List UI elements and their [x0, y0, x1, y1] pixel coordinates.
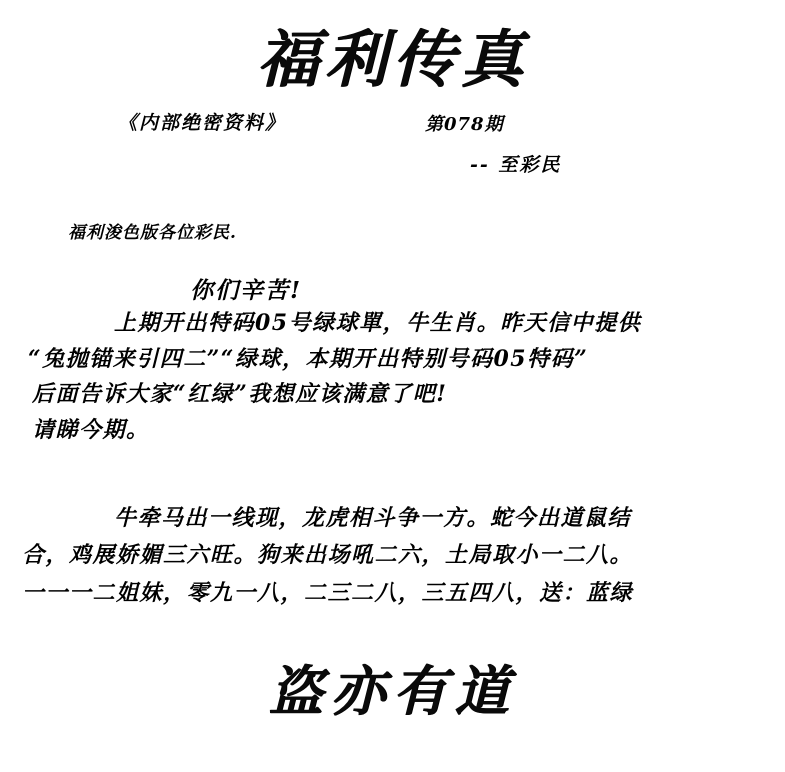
subheader-row	[0, 108, 785, 177]
review-line: “兔抛锚来引四二”“绿球，本期开出特别号码05特码”	[28, 345, 589, 372]
prediction-paragraph	[22, 500, 770, 612]
review-paragraph	[28, 306, 768, 449]
footer-title: 盗亦有道	[268, 659, 517, 723]
masthead-title: 福利传真	[256, 23, 529, 96]
addressee-label: -- 至彩民	[470, 154, 562, 177]
review-line: 上期开出特码05号绿球單，牛生肖。昨天信中提供	[114, 310, 642, 336]
greeting-line: 福利浚色版各位彩民.	[68, 223, 237, 243]
salutation: 你们辛苦!	[190, 277, 303, 304]
issue-number-label: 第078期	[425, 114, 504, 136]
secret-label: 《内部绝密资料》	[118, 112, 287, 135]
review-line: 后面告诉大家“红绿”我想应该满意了吧!	[32, 381, 448, 408]
prediction-line: 合，鸡展娇媚三六旺。狗来出场吼二六，土局取小一二八。	[22, 542, 634, 569]
prediction-line: 一一一二姐妹，零九一八，二三二八，三五四八，送：蓝绿	[22, 579, 634, 606]
prediction-line: 牛牵马出一线现，龙虎相斗争一方。蛇今出道鼠结	[114, 505, 632, 531]
review-line: 请睇今期。	[32, 416, 150, 443]
